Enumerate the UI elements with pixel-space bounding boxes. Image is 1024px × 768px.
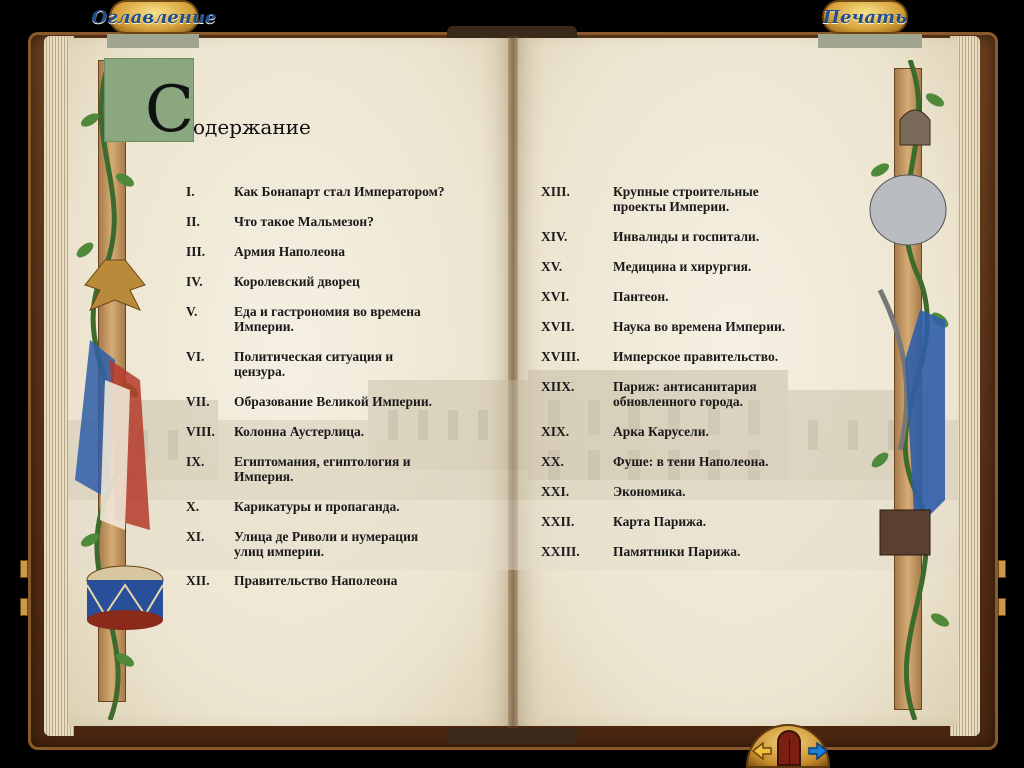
toc-item-label: Памятники Парижа.	[613, 544, 741, 559]
toc-item-label: Медицина и хирургия.	[613, 259, 752, 274]
toc-item-label: Египтомания, египтология и Империя.	[234, 454, 411, 484]
cover-clasp	[998, 560, 1006, 578]
toc-item[interactable]	[541, 289, 843, 304]
toc-item-label: Улица де Риволи и нумерация улиц империи.	[234, 529, 419, 559]
toc-item-number: III.	[186, 244, 206, 259]
cover-clasp	[20, 560, 28, 578]
toc-item[interactable]	[541, 544, 843, 559]
print-button-label: Печать	[823, 6, 907, 28]
toc-item-label: Экономика.	[613, 484, 686, 499]
left-arrow-icon[interactable]	[751, 742, 773, 760]
toc-item-number: XXII.	[541, 514, 575, 529]
door-icon[interactable]	[777, 730, 801, 766]
page-title: одержание	[193, 115, 311, 139]
toc-item-label: Инвалиды и госпитали.	[613, 229, 760, 244]
right-decorative-pole	[894, 68, 922, 710]
toc-item[interactable]	[186, 274, 474, 289]
toc-item[interactable]	[541, 259, 843, 274]
toc-item-number: II.	[186, 214, 200, 229]
toc-item-label: Париж: антисанитария обновленного города.	[613, 379, 757, 409]
toc-item-label: Карта Парижа.	[613, 514, 707, 529]
title-dropcap: С	[145, 73, 194, 147]
toc-item-number: XVI.	[541, 289, 570, 304]
toc-item-label: Королевский дворец	[234, 274, 360, 289]
toc-item-number: XIV.	[541, 229, 568, 244]
toc-item[interactable]	[186, 214, 474, 229]
toc-item-label: Фуше: в тени Наполеона.	[613, 454, 769, 469]
toc-item[interactable]	[186, 244, 474, 259]
toc-item-number: XV.	[541, 259, 563, 274]
toc-item-label: Колонна Аустерлица.	[234, 424, 365, 439]
toc-item-label: Политическая ситуация и цензура.	[234, 349, 394, 379]
toc-item-label: Армия Наполеона	[234, 244, 345, 259]
toc-item-label: Наука во времена Империи.	[613, 319, 786, 334]
toc-item[interactable]	[541, 319, 843, 334]
toc-item-number: IV.	[186, 274, 203, 289]
toc-item[interactable]	[186, 184, 474, 199]
left-decorative-pole	[98, 60, 126, 702]
toc-item-number: XXI.	[541, 484, 570, 499]
toc-item-number: XXIII.	[541, 544, 580, 559]
toc-item-label: Еда и гастрономия во времена Империи.	[234, 304, 421, 334]
toc-item[interactable]	[186, 304, 474, 334]
toc-item-number: XII.	[186, 573, 210, 588]
toc-item[interactable]	[186, 529, 474, 559]
toc-item-label: Карикатуры и пропаганда.	[234, 499, 400, 514]
toc-item-number: XIII.	[541, 184, 570, 199]
spine-bottom	[447, 728, 577, 744]
toc-item-number: XVII.	[541, 319, 575, 334]
toc-item[interactable]	[541, 379, 843, 409]
toc-item-number: V.	[186, 304, 198, 319]
toc-item[interactable]	[186, 573, 474, 588]
toc-item-number: I.	[186, 184, 195, 199]
toc-item[interactable]	[186, 424, 474, 439]
toc-item[interactable]	[541, 349, 843, 364]
toc-item-label: Пантеон.	[613, 289, 669, 304]
toc-item-label: Арка Карусели.	[613, 424, 709, 439]
toc-item-label: Имперское правительство.	[613, 349, 779, 364]
toc-item-label: Правительство Наполеона	[234, 573, 398, 588]
toc-item-number: IX.	[186, 454, 205, 469]
toc-item[interactable]	[186, 349, 474, 379]
toc-item-label: Что такое Мальмезон?	[234, 214, 374, 229]
toc-item-label: Как Бонапарт стал Императором?	[234, 184, 445, 199]
contents-tab-strip	[107, 34, 199, 48]
toc-item[interactable]	[541, 454, 843, 469]
toc-item-number: XIX.	[541, 424, 570, 439]
contents-button-label: Оглавление	[91, 6, 217, 28]
toc-item-number: X.	[186, 499, 200, 514]
right-arrow-icon[interactable]	[807, 742, 829, 760]
cover-clasp	[20, 598, 28, 616]
toc-item-number: VII.	[186, 394, 210, 409]
cover-clasp	[998, 598, 1006, 616]
toc-item[interactable]	[541, 514, 843, 529]
toc-item-number: XX.	[541, 454, 564, 469]
toc-item[interactable]	[541, 184, 843, 214]
toc-item-number: XVIII.	[541, 349, 580, 364]
book-spine	[508, 36, 518, 728]
print-tab-strip	[818, 34, 922, 48]
toc-item[interactable]	[186, 454, 474, 484]
toc-item[interactable]	[541, 484, 843, 499]
toc-item[interactable]	[186, 394, 474, 409]
toc-item-label: Крупные строительные проекты Империи.	[613, 184, 759, 214]
toc-item-label: Образование Великой Империи.	[234, 394, 432, 409]
toc-item-number: VIII.	[186, 424, 215, 439]
print-button[interactable]	[822, 0, 908, 34]
toc-item-number: XI.	[186, 529, 205, 544]
toc-item-number: VI.	[186, 349, 205, 364]
toc-item[interactable]	[541, 424, 843, 439]
toc-item[interactable]	[186, 499, 474, 514]
toc-item-number: XIIX.	[541, 379, 575, 394]
toc-item[interactable]	[541, 229, 843, 244]
contents-button[interactable]	[91, 0, 217, 34]
